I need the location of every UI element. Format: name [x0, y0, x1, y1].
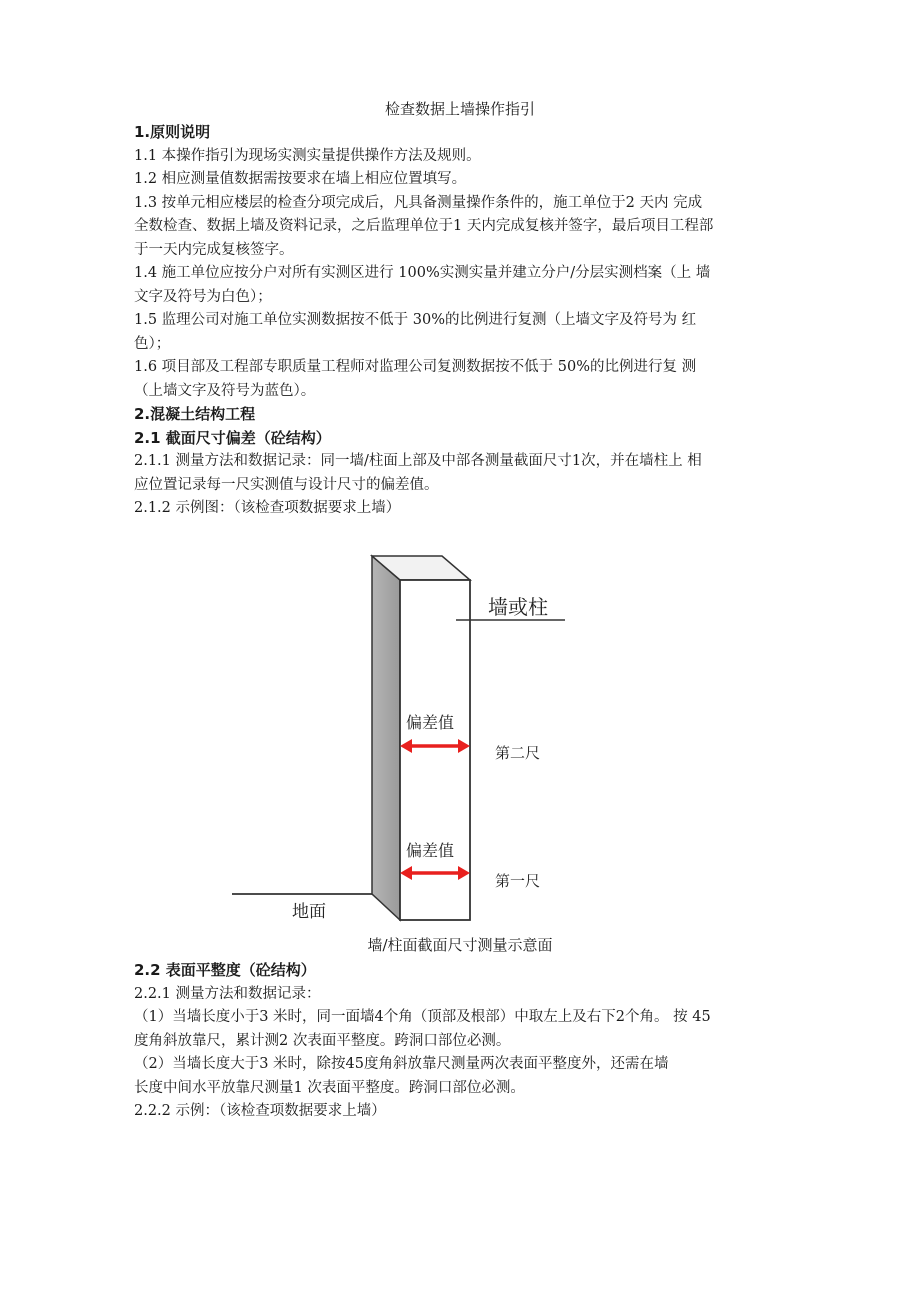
document-title: 检查数据上墙操作指引 [384, 100, 535, 118]
ground-label: 地面 [292, 902, 326, 922]
condition-1-line1: （1）当墙长度小于3 米时，同一面墙4个角（顶部及根部）中取左上及右下2个角。 按 45 [134, 1009, 711, 1025]
para-1-5-line2: 色）； [134, 335, 171, 352]
para-2-1-2: 2.1.2 示例图：（该检查项数据要求上墙） [134, 500, 401, 516]
para-2-1-1-line1: 2.1.1 测量方法和数据记录：同一墙/柱面上部及中部各测量截面尺寸1次，并在墙柱上 相 [134, 453, 702, 469]
figure-caption: 墙/柱面截面尺寸测量示意面 [367, 936, 553, 954]
para-1-1: 1.1 本操作指引为现场实测实量提供操作方法及规则。 [134, 147, 481, 164]
column-side-face [372, 556, 400, 920]
para-1-6-line2: （上墙文字及符号为蓝色）。 [134, 382, 316, 399]
section-1 [134, 121, 790, 521]
para-1-3-line2: 全数检查、数据上墙及资料记录，之后监理单位于1 天内完成复核并签字，最后项目工程部 [134, 218, 714, 234]
heading-concrete: 2.混凝土结构工程 [134, 405, 256, 423]
heading-2-1: 2.1 截面尺寸偏差（砼结构） [134, 428, 331, 447]
deviation-label-bottom: 偏差值 [406, 841, 455, 860]
deviation-label-top: 偏差值 [406, 713, 455, 732]
ruler-2-label: 第二尺 [495, 744, 541, 762]
para-1-6-line1: 1.6 项目部及工程部专职质量工程师对监理公司复测数据按不低于 50%的比例进行复 测 [134, 359, 697, 375]
condition-1-line2: 度角斜放靠尺，累计测2 次表面平整度。跨洞口部位必测。 [134, 1032, 511, 1049]
para-1-3-line3: 于一天内完成复核签字。 [134, 241, 294, 258]
section-2-2 [134, 959, 790, 1124]
wall-label: 墙或柱 [488, 595, 548, 619]
para-1-3-line1: 1.3 按单元相应楼层的检查分项完成后，凡具备测量操作条件的，施工单位于2 天内 完成 [134, 194, 703, 211]
para-1-4-line2: 文字及符号为白色）； [134, 288, 272, 305]
condition-2-line1: （2）当墙长度大于3 米时，除按45度角斜放靠尺测量两次表面平整度外，还需在墙 [134, 1056, 669, 1072]
para-2-2-2: 2.2.2 示例：（该检查项数据要求上墙） [134, 1103, 386, 1119]
heading-2-2: 2.2 表面平整度（砼结构） [134, 961, 316, 979]
wall-column-diagram [230, 548, 590, 933]
para-2-1-1-line2: 应位置记录每一尺实测值与设计尺寸的偏差值。 [134, 476, 439, 493]
para-1-5-line1: 1.5 监理公司对施工单位实测数据按不低于 30%的比例进行复测（上墙文字及符号为 红 [134, 312, 697, 328]
ruler-1-label: 第一尺 [495, 872, 541, 890]
condition-2-line2: 长度中间水平放靠尺测量1 次表面平整度。跨洞口部位必测。 [134, 1079, 525, 1096]
para-2-2-1: 2.2.1 测量方法和数据记录： [134, 985, 321, 1002]
heading-principles: 1.原则说明 [134, 123, 211, 141]
para-1-2: 1.2 相应测量值数据需按要求在墙上相应位置填写。 [134, 171, 467, 187]
para-1-4-line1: 1.4 施工单位应按分户对所有实测区进行 100%实测实量并建立分户/分层实测档案（上 墙 [134, 265, 711, 281]
